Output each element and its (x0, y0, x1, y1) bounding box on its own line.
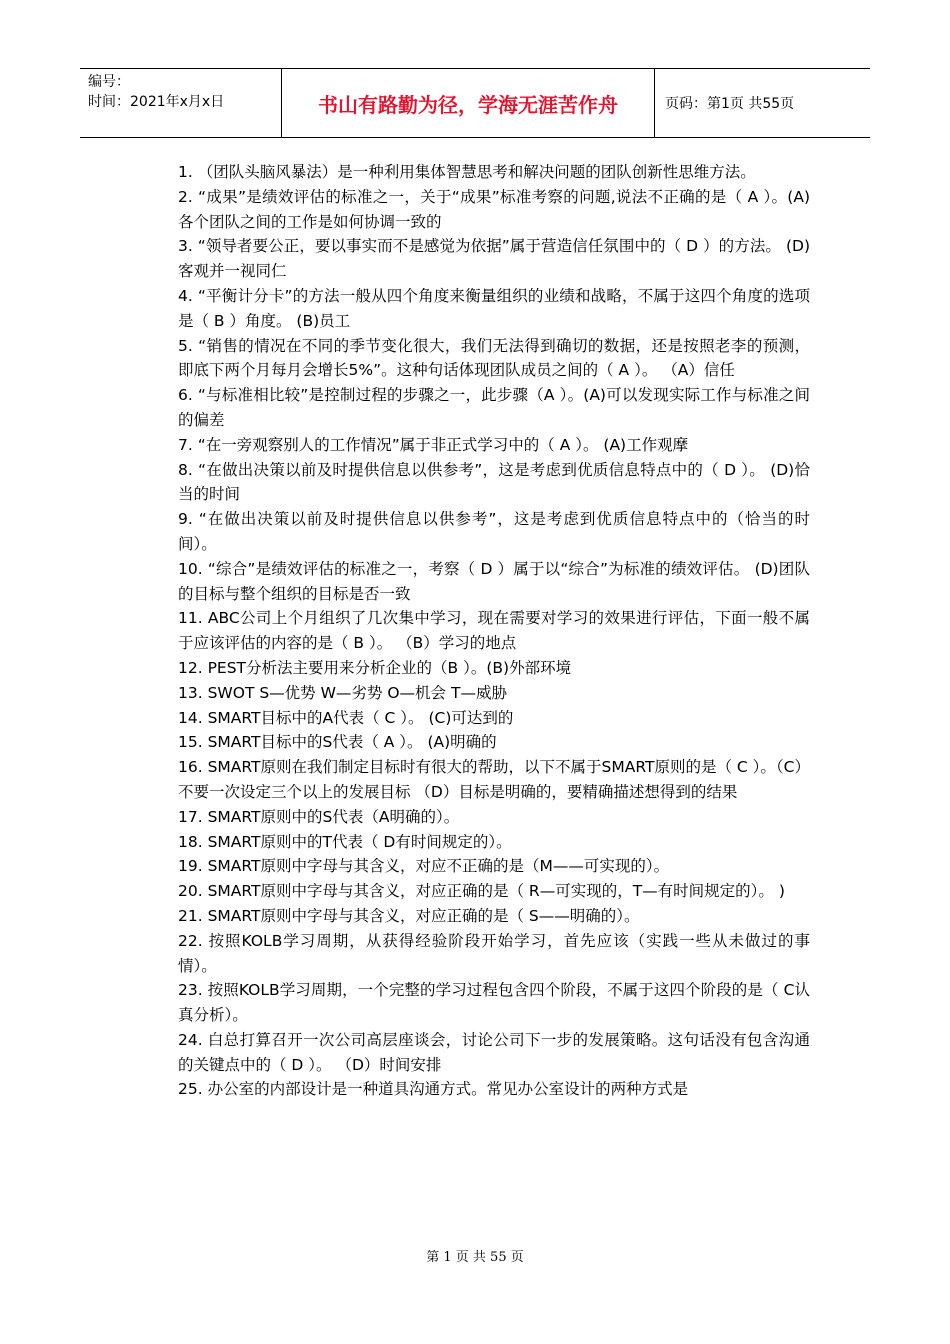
list-item: 10. “综合”是绩效评估的标准之一，考察（ D ）属于以“综合”为标准的绩效评估。 (D)团队的目标与整个组织的目标是否一致 (178, 559, 810, 603)
header-motto: 书山有路勤为径，学海无涯苦作舟 (282, 69, 655, 137)
list-item: 24. 白总打算召开一次公司高层座谈会，讨论公司下一步的发展策略。这句话没有包含沟通的关键点中的（ D ）。 （D）时间安排 (178, 1030, 810, 1074)
page-footer: 第 1 页 共 55 页 (426, 1250, 524, 1265)
header-time: 时间：2021年x月x日 (88, 94, 225, 110)
list-item: 4. “平衡计分卡”的方法一般从四个角度来衡量组织的业绩和战略，不属于这四个角度的选项是（ B ）角度。 (B)员工 (178, 286, 810, 330)
list-item: 8. “在做出决策以前及时提供信息以供参考”，这是考虑到优质信息特点中的（ D ）。 (D)恰当的时间 (178, 460, 810, 504)
list-item: 23. 按照KOLB学习周期，一个完整的学习过程包含四个阶段，不属于这四个阶段的是（ C认真分析）。 (178, 981, 810, 1025)
list-item: 9. “在做出决策以前及时提供信息以供参考”，这是考虑到优质信息特点中的（恰当的时间）。 (178, 510, 810, 553)
list-item: 17. SMART原则中的S代表（A明确的）。 (178, 807, 460, 826)
list-item: 20. SMART原则中字母与其含义，对应正确的是（ R—可实现的，T—有时间规定的）。 ) (178, 882, 785, 901)
list-item: 19. SMART原则中字母与其含义，对应不正确的是（M——可实现的）。 (178, 857, 670, 876)
question-list (178, 160, 810, 1102)
list-item: 15. SMART目标中的S代表（ A ）。 (A)明确的 (178, 733, 497, 752)
list-item: 14. SMART目标中的A代表（ C ）。 (C)可达到的 (178, 708, 514, 727)
list-item: 13. SWOT S—优势 W—劣势 O—机会 T—威胁 (178, 683, 507, 702)
header-meta (80, 69, 282, 137)
list-item: 18. SMART原则中的T代表（ D有时间规定的）。 (178, 832, 512, 851)
page-header (80, 68, 870, 138)
list-item: 11. ABC公司上个月组织了几次集中学习，现在需要对学习的效果进行评估，下面一般不属于应该评估的内容的是（ B ）。 （B）学习的地点 (178, 609, 810, 653)
list-item: 3. “领导者要公正，要以事实而不是感觉为依据”属于营造信任氛围中的（ D ）的方法。 (D)客观并一视同仁 (178, 237, 810, 281)
list-item: 21. SMART原则中字母与其含义，对应正确的是（ S——明确的）。 (178, 906, 640, 925)
list-item: 22. 按照KOLB学习周期，从获得经验阶段开始学习，首先应该（实践一些从未做过的事情）。 (178, 931, 810, 975)
list-item: 16. SMART原则在我们制定目标时有很大的帮助，以下不属于SMART原则的是（ C ）。（C）不要一次设定三个以上的发展目标 （D）目标是明确的，要精确描述想得到的结果 (178, 758, 810, 801)
header-page-number: 页码：第1页 共55页 (665, 96, 795, 112)
list-item: 6. “与标准相比较”是控制过程的步骤之一，此步骤（A ）。(A)可以发现实际工作与标准之间的偏差 (178, 386, 810, 429)
list-item: 7. “在一旁观察别人的工作情况”属于非正式学习中的（ A ）。 (A)工作观摩 (178, 435, 689, 454)
list-item: 25. 办公室的内部设计是一种道具沟通方式。常见办公室设计的两种方式是 (178, 1080, 689, 1099)
list-item: 12. PEST分析法主要用来分析企业的（B ）。(B)外部环境 (178, 658, 572, 677)
list-item: 2. “成果”是绩效评估的标准之一，关于“成果”标准考察的问题,说法不正确的是（ A ）。(A)各个团队之间的工作是如何协调一致的 (178, 187, 810, 231)
list-item: 1. （团队头脑风暴法）是一种利用集体智慧思考和解决问题的团队创新性思维方法。 (178, 163, 756, 181)
header-number: 编号： (88, 74, 130, 90)
list-item: 5. “销售的情况在不同的季节变化很大，我们无法得到确切的数据，还是按照老李的预测，即底下两个月每月会增长5%”。这种句话体现团队成员之间的（ A ）。 （A）信任 (178, 336, 810, 380)
